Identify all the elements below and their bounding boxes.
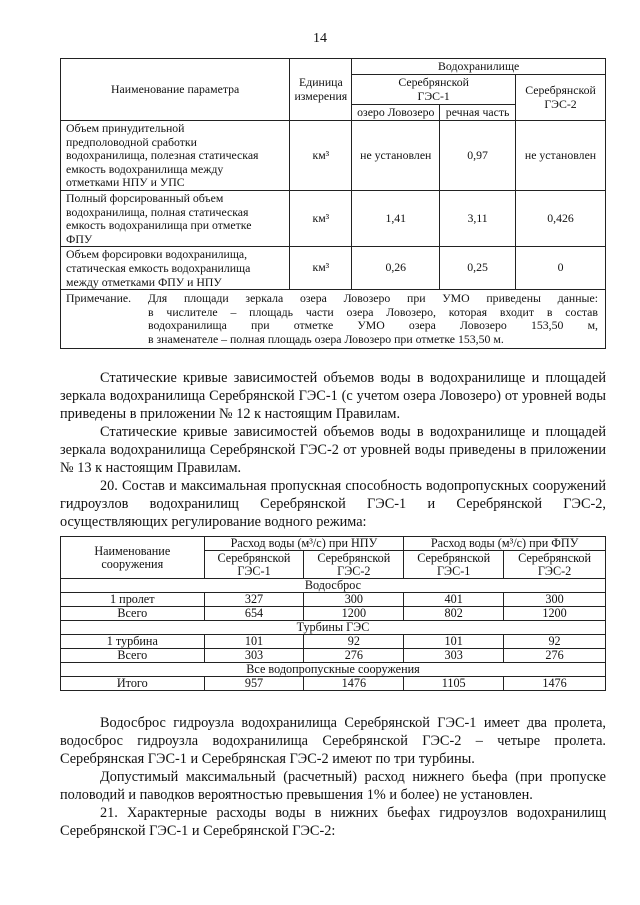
header-ges1 [404, 551, 504, 579]
value-cell: 1476 [504, 677, 606, 691]
row-name: Всего [61, 607, 205, 621]
value-cell: 101 [204, 635, 304, 649]
ges2-cell: не установлен [516, 121, 606, 191]
value-cell: 276 [504, 649, 606, 663]
paragraph-text: Статические кривые зависимостей объемов воды в водохранилище и площадей зеркала водохранилища Серебрянской ГЭС-2 от уровней воды приведены в приложении № 13 к настоящим Правилам. [60, 424, 606, 477]
param-cell [61, 121, 290, 191]
reservoir-parameters-table [60, 58, 606, 349]
paragraph [60, 768, 606, 804]
param-line: водохранилища, полезная статическая [66, 148, 259, 163]
table-row [61, 677, 606, 691]
value-cell: 1476 [304, 677, 404, 691]
header-lovozero: озеро Ловозеро [352, 105, 440, 121]
ges2-cell: 0 [516, 247, 606, 290]
value-cell: 300 [504, 593, 606, 607]
row-name: Всего [61, 649, 205, 663]
paragraph [60, 477, 606, 532]
header-ges2-line2: ГЭС-2 [537, 563, 572, 578]
param-line: водохранилища, полная статическая [66, 204, 249, 219]
paragraph-indent [60, 805, 100, 821]
paragraph-text: 21. Характерные расходы воды в нижних бьефах гидроузлов водохранилищ Серебрянской ГЭС-1 и Серебрянской ГЭС-2: [60, 805, 606, 840]
paragraph [60, 804, 606, 840]
header-unit [290, 59, 352, 121]
param-line: статическая емкость водохранилища [66, 260, 251, 275]
value-cell: 957 [204, 677, 304, 691]
header-name [61, 537, 205, 579]
note-line: в знаменателе – полная площадь озера Ловозеро при отметке 153,50 м. [148, 331, 504, 346]
paragraph-text: Допустимый максимальный (расчетный) расход нижнего бьефа (при пропуске половодий и паводков вероятностью превышения 1% и более) не установлен. [60, 769, 606, 804]
river-cell: 3,11 [440, 190, 516, 246]
param-line: отметками НПУ и УПС [66, 175, 185, 190]
header-param: Наименование параметра [61, 59, 290, 121]
header-ges1-line1: Серебрянской [217, 550, 291, 565]
header-unit-line1: Единица [298, 74, 343, 89]
river-cell: 0,25 [440, 247, 516, 290]
paragraph [60, 423, 606, 478]
param-line: ФПУ [66, 231, 93, 246]
header-ges2-line2: ГЭС-2 [544, 96, 577, 111]
value-cell: 1200 [504, 607, 606, 621]
header-river: речная часть [440, 105, 516, 121]
section-row [61, 663, 606, 677]
unit-cell: км³ [290, 190, 352, 246]
note-line: Примечание. Для площади зеркала озера Ловозеро при УМО приведены данные: [66, 291, 598, 306]
lovozero-cell: 0,26 [352, 247, 440, 290]
value-cell: 92 [304, 635, 404, 649]
table-note [61, 290, 606, 348]
paragraph-indent [60, 424, 100, 440]
value-cell: 654 [204, 607, 304, 621]
table-row [61, 190, 606, 246]
paragraph [60, 714, 606, 769]
table-row [61, 649, 606, 663]
value-cell: 1200 [304, 607, 404, 621]
row-name: 1 турбина [61, 635, 205, 649]
header-ges2-line1: Серебрянской [525, 82, 596, 97]
paragraph-indent [60, 370, 100, 386]
header-ges1-line1: Серебрянской [398, 74, 469, 89]
note-line: водохранилища при отметке УМО озера Ловозеро 153,50 м, [148, 318, 598, 333]
param-line: Объем принудительной [66, 121, 185, 135]
header-unit-line2: измерения [294, 88, 348, 103]
discharge-capacity-table [60, 536, 606, 691]
table-note-row [61, 290, 606, 348]
table-row [61, 593, 606, 607]
value-cell: 802 [404, 607, 504, 621]
lovozero-cell: 1,41 [352, 190, 440, 246]
page-number: 14 [313, 31, 327, 46]
paragraph [60, 369, 606, 424]
section-title: Турбины ГЭС [61, 621, 606, 635]
param-line: предполоводной сработки [66, 134, 197, 149]
param-line: емкость водохранилища между [66, 161, 224, 176]
table-row [61, 247, 606, 290]
unit-cell: км³ [290, 247, 352, 290]
paragraph-text: Водосброс гидроузла водохранилища Серебрянской ГЭС-1 имеет два пролета, водосброс гидроузла водохранилища Серебрянской ГЭС-2 – четыре пролета. Серебрянская ГЭС-1 и Серебрянская ГЭС-2 имеют по три турбины. [60, 715, 606, 768]
header-ges1-line2: ГЭС-1 [237, 563, 271, 578]
header-name-line2: сооружения [101, 556, 164, 571]
paragraph-text: Статические кривые зависимостей объемов воды в водохранилище и площадей зеркала водохранилища Серебрянской ГЭС-1 (с учетом озера Ловозеро) от уровней воды приведены в приложении № 12 к настоящим Правилам. [60, 370, 606, 423]
row-name: Итого [61, 677, 205, 691]
param-line: емкость водохранилища при отметке [66, 218, 252, 233]
param-line: Объем форсировки водохранилища, [66, 247, 248, 262]
river-cell: 0,97 [440, 121, 516, 191]
header-npu: Расход воды (м³/с) при НПУ [204, 537, 404, 551]
header-ges1 [204, 551, 304, 579]
header-ges2-line1: Серебрянской [317, 550, 391, 565]
header-ges2-line2: ГЭС-2 [337, 563, 371, 578]
ges2-cell: 0,426 [516, 190, 606, 246]
value-cell: 401 [404, 593, 504, 607]
header-ges1-line1: Серебрянской [417, 550, 491, 565]
value-cell: 1105 [404, 677, 504, 691]
note-line: в числителе – площадь части озера Ловозеро, которая входит в состав [148, 304, 598, 319]
header-ges2-line1: Серебрянской [518, 550, 592, 565]
paragraph-indent [60, 478, 100, 494]
section-title: Все водопропускные сооружения [61, 663, 606, 677]
value-cell: 300 [304, 593, 404, 607]
unit-cell: км³ [290, 121, 352, 191]
value-cell: 92 [504, 635, 606, 649]
table-row [61, 607, 606, 621]
header-ges1-line2: ГЭС-1 [437, 563, 471, 578]
value-cell: 303 [404, 649, 504, 663]
param-cell [61, 190, 290, 246]
param-line: между отметками ФПУ и НПУ [66, 274, 222, 289]
paragraph-indent [60, 715, 100, 731]
paragraph-text: 20. Состав и максимальная пропускная способность водопропускных сооружений гидроузлов водохранилищ Серебрянской ГЭС-1 и Серебрянской ГЭС-2, осуществляющих регулирование водного режима: [60, 478, 606, 531]
paragraph-indent [60, 769, 100, 785]
header-ges1-line2: ГЭС-1 [417, 88, 450, 103]
section-row [61, 579, 606, 593]
value-cell: 303 [204, 649, 304, 663]
row-name: 1 пролет [61, 593, 205, 607]
value-cell: 276 [304, 649, 404, 663]
header-name-line1: Наименование [94, 543, 171, 558]
value-cell: 327 [204, 593, 304, 607]
header-reservoir: Водохранилище [352, 59, 606, 75]
section-title: Водосброс [61, 579, 606, 593]
param-line: Полный форсированный объем [66, 190, 224, 205]
table-row [61, 121, 606, 191]
param-cell [61, 247, 290, 290]
header-fpu: Расход воды (м³/с) при ФПУ [404, 537, 606, 551]
header-ges1 [352, 75, 516, 105]
section-row [61, 621, 606, 635]
value-cell: 101 [404, 635, 504, 649]
header-ges2 [504, 551, 606, 579]
lovozero-cell: не установлен [352, 121, 440, 191]
table-row [61, 635, 606, 649]
header-ges2 [516, 75, 606, 121]
header-ges2 [304, 551, 404, 579]
